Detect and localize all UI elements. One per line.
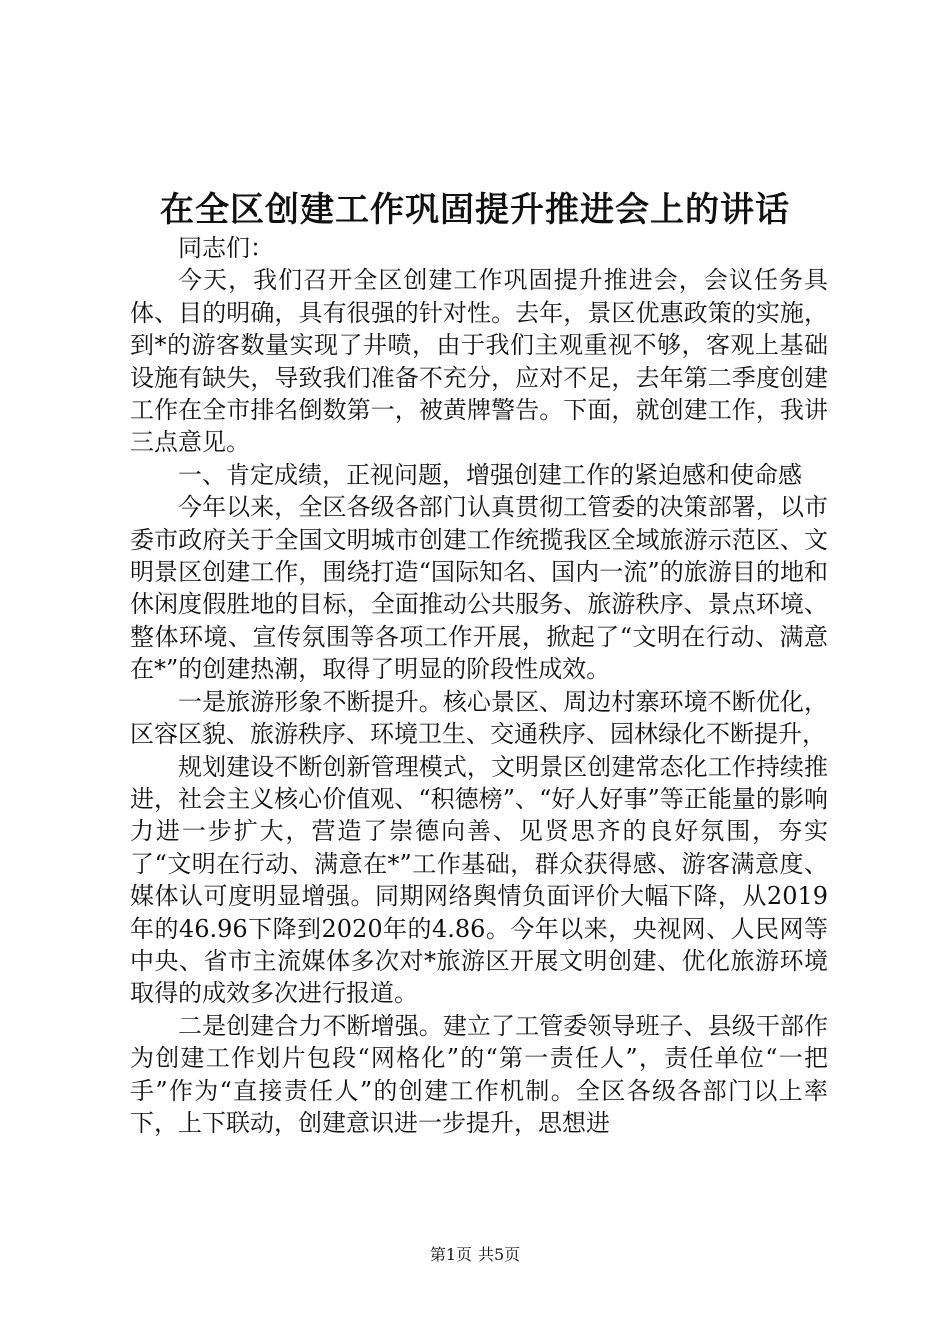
- document-title: 在全区创建工作巩固提升推进会上的讲话: [160, 190, 790, 230]
- paragraph-planning: 规划建设不断创新管理模式，文明景区创建常态化工作持续推进，社会主义核心价值观、“积德榜”、“好人好事”等正能量的影响力进一步扩大，营造了崇德向善、见贤思齐的良好氛围，夯实了“文明在行动、满意在*”工作基础，群众获得感、游客满意度、媒体认可度明显增强。同期网络舆情负面评价大幅下降，从2019年的46.96下降到2020年的4.86。今年以来，央视网、人民网等中央、省市主流媒体多次对*旅游区开展文明创建、优化旅游环境取得的成效多次进行报道。: [130, 752, 828, 1008]
- page-footer: [0, 1243, 950, 1267]
- salutation: 同志们：: [178, 234, 274, 262]
- document-body: [130, 232, 828, 1139]
- page-total: 共5页: [478, 1245, 521, 1264]
- paragraph-achievements: 今年以来，全区各级各部门认真贯彻工管委的决策部署，以市委市政府关于全国文明城市创建工作统揽我区全域旅游示范区、文明景区创建工作，围绕打造“国际知名、国内一流”的旅游目的地和休闲度假胜地的目标，全面推动公共服务、旅游秩序、景点环境、整体环境、宣传氛围等各项工作开展，掀起了“文明在行动、满意在*”的创建热潮，取得了明显的阶段性成效。: [130, 493, 828, 684]
- paragraph-point-2: 二是创建合力不断增强。建立了工管委领导班子、县级干部作为创建工作划片包段“网格化”的“第一责任人”，责任单位“一把手”作为“直接责任人”的创建工作机制。全区各级各部门以上率下，上下联动，创建意识进一步提升，思想进: [130, 1011, 828, 1137]
- section-heading-1: 一、肯定成绩，正视问题，增强创建工作的紧迫感和使命感: [178, 460, 802, 489]
- page-number: 第1页: [429, 1245, 472, 1264]
- paragraph-point-1: 一是旅游形象不断提升。核心景区、周边村寨环境不断优化，区容区貌、旅游秩序、环境卫生、交通秩序、园林绿化不断提升，: [130, 687, 828, 749]
- paragraph-intro: 今天，我们召开全区创建工作巩固提升推进会，会议任务具体、目的明确，具有很强的针对性。去年，景区优惠政策的实施，到*的游客数量实现了井喷，由于我们主观重视不够，客观上基础设施有缺失，导致我们准备不充分，应对不足，去年第二季度创建工作在全市排名倒数第一，被黄牌警告。下面，就创建工作，我讲三点意见。: [130, 266, 828, 457]
